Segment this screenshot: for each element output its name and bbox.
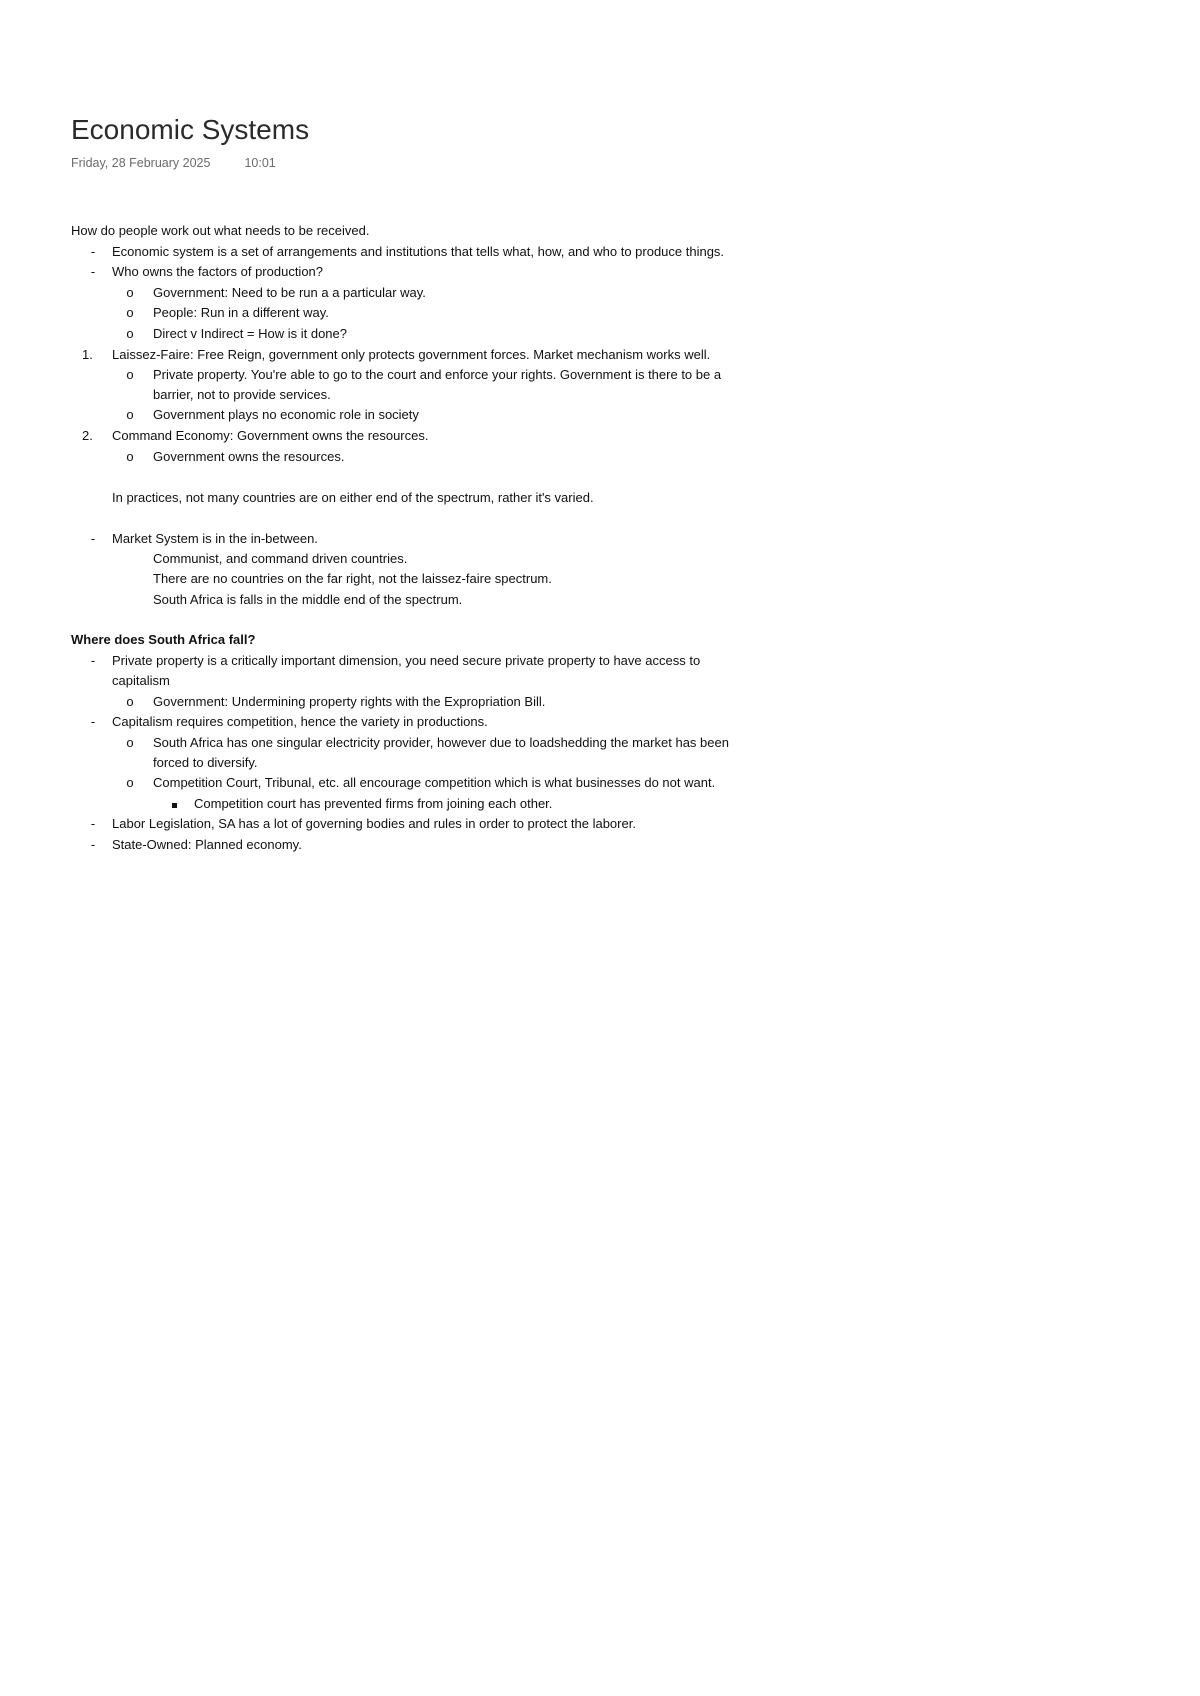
note-line: Private property. You're able to go to the court and enforce your rights. Government is there to be a xyxy=(153,367,722,382)
note-line: Government: Need to be run a a particular way. xyxy=(153,285,426,300)
note-line: Competition Court, Tribunal, etc. all encourage competition which is what businesses do not want. xyxy=(153,775,716,790)
note-line: Market System is in the in-between. xyxy=(112,531,318,546)
list-number: 2. xyxy=(82,428,93,443)
note-line: capitalism xyxy=(112,673,170,688)
note-line: South Africa has one singular electricity provider, however due to loadshedding the market has been xyxy=(153,735,729,750)
note-line: forced to diversify. xyxy=(153,755,258,770)
circle-bullet: o xyxy=(126,305,134,320)
circle-bullet: o xyxy=(126,735,134,750)
page-time: 10:01 xyxy=(244,156,276,170)
dash-bullet: - xyxy=(90,264,96,279)
dash-bullet: - xyxy=(90,531,96,546)
note-line: barrier, not to provide services. xyxy=(153,387,331,402)
note-line: Direct v Indirect = How is it done? xyxy=(153,326,347,341)
note-line: Private property is a critically important dimension, you need secure private property to have access to xyxy=(112,653,701,668)
circle-bullet: o xyxy=(126,407,134,422)
note-line: South Africa is falls in the middle end of the spectrum. xyxy=(153,592,463,607)
note-line: Government plays no economic role in society xyxy=(153,407,419,422)
dash-bullet: - xyxy=(90,653,96,668)
note-line: Competition court has prevented firms from joining each other. xyxy=(194,796,553,811)
circle-bullet: o xyxy=(126,775,134,790)
circle-bullet: o xyxy=(126,285,134,300)
note-line: Capitalism requires competition, hence the variety in productions. xyxy=(112,714,488,729)
circle-bullet: o xyxy=(126,367,134,382)
circle-bullet: o xyxy=(126,326,134,341)
square-bullet xyxy=(166,795,182,813)
note-line: Who owns the factors of production? xyxy=(112,264,324,279)
note-line: Government owns the resources. xyxy=(153,449,345,464)
note-line: Command Economy: Government owns the resources. xyxy=(112,428,429,443)
note-line: Labor Legislation, SA has a lot of governing bodies and rules in order to protect the laborer. xyxy=(112,816,636,831)
note-line: State-Owned: Planned economy. xyxy=(112,837,302,852)
note-line: Communist, and command driven countries. xyxy=(153,551,408,566)
note-line: People: Run in a different way. xyxy=(153,305,329,320)
note-line: Economic system is a set of arrangements and institutions that tells what, how, and who to produce things. xyxy=(112,244,725,259)
page-title: Economic Systems xyxy=(71,114,310,145)
dash-bullet: - xyxy=(90,837,96,852)
dash-bullet: - xyxy=(90,244,96,259)
note-line: Government: Undermining property rights with the Expropriation Bill. xyxy=(153,694,546,709)
note-line: There are no countries on the far right, not the laissez-faire spectrum. xyxy=(153,571,552,586)
circle-bullet: o xyxy=(126,694,134,709)
section-heading: Where does South Africa fall? xyxy=(71,632,256,647)
note-line: Laissez-Faire: Free Reign, government only protects government forces. Market mechanism works well. xyxy=(112,347,711,362)
dash-bullet: - xyxy=(90,816,96,831)
dash-bullet: - xyxy=(90,714,96,729)
circle-bullet: o xyxy=(126,449,134,464)
list-number: 1. xyxy=(82,347,93,362)
page-date: Friday, 28 February 2025 xyxy=(71,156,211,170)
note-line: How do people work out what needs to be received. xyxy=(71,223,370,238)
note-line: In practices, not many countries are on either end of the spectrum, rather it's varied. xyxy=(112,490,594,505)
